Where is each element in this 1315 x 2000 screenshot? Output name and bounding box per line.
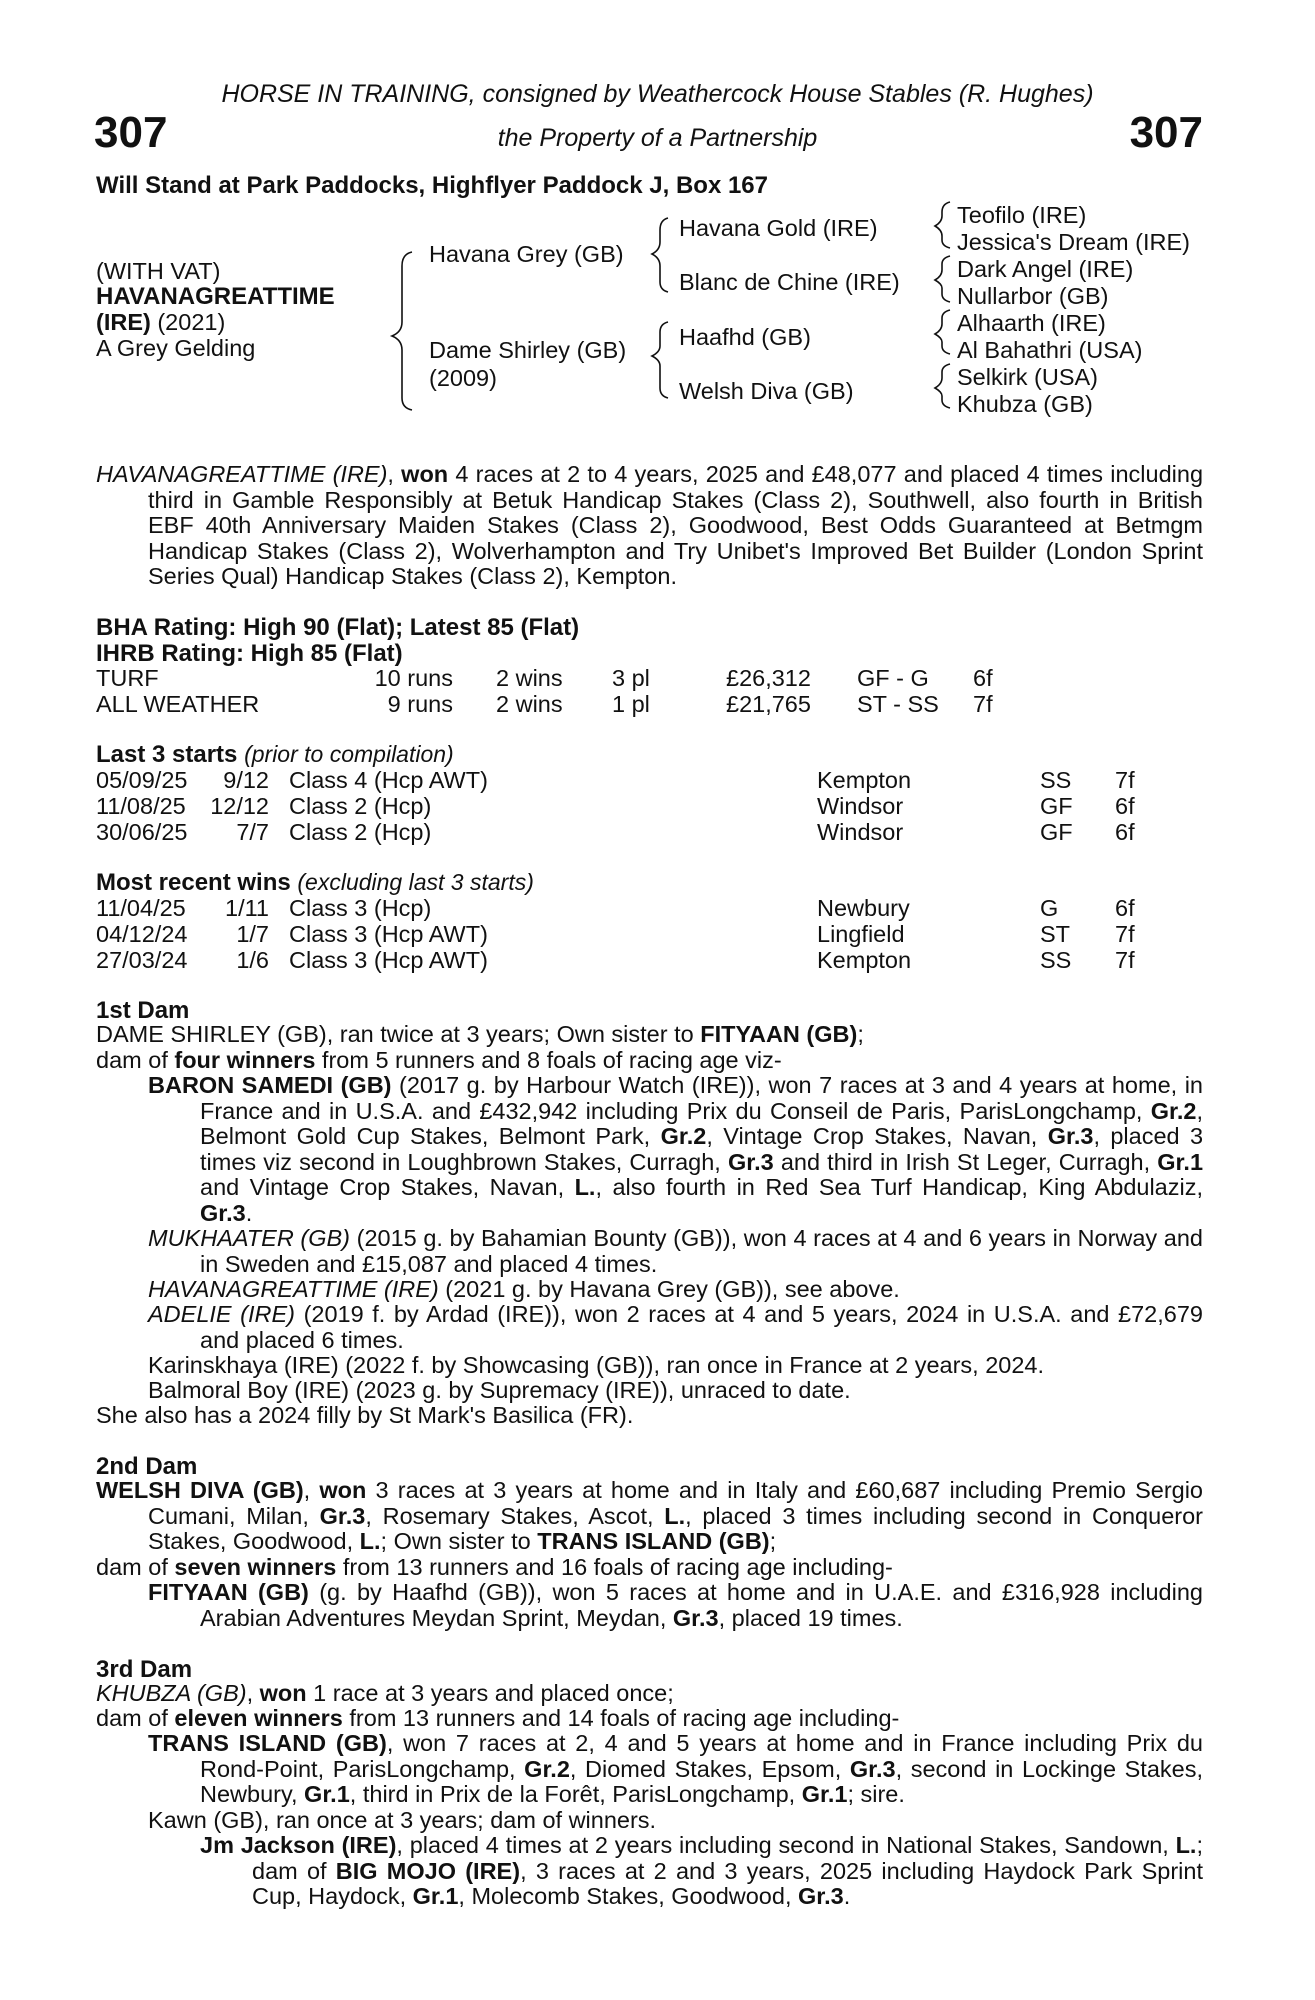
produce-text: , placed 19 times. xyxy=(718,1604,903,1631)
dam-text: 3 races at 3 years at home and in Italy and £60,687 including Premio Sergio Cumani, Milan, xyxy=(148,1477,1204,1529)
produce-text: , Molecomb Stakes, Goodwood, xyxy=(458,1883,799,1909)
grade-label: Gr.3 xyxy=(1047,1123,1094,1149)
produce-text: , placed 4 times at 2 years including second in National Stakes, Sandown, xyxy=(396,1832,1176,1858)
grade-label: L. xyxy=(664,1502,686,1529)
grade-label: Gr.2 xyxy=(660,1123,707,1149)
produce-entry xyxy=(148,1579,1203,1631)
produce-entry: Karinskhaya (IRE) (2022 f. by Showcasing (GB)), ran once in France at 2 years, 2024. xyxy=(148,1352,1045,1378)
runs: 9 runs xyxy=(387,691,453,717)
pedigree-sire: Havana Grey (GB) xyxy=(429,241,624,267)
race-going: GF xyxy=(1040,819,1073,845)
race-distance: 6f xyxy=(1115,819,1135,845)
own-sister-name: TRANS ISLAND (GB) xyxy=(537,1528,770,1554)
produce-entry xyxy=(148,1730,1204,1808)
race-position: 12/12 xyxy=(210,793,269,819)
distance: 7f xyxy=(973,691,993,717)
summary-won: won xyxy=(401,461,449,487)
summary-horse-name: HAVANAGREATTIME (IRE) xyxy=(96,461,388,487)
placings: 3 pl xyxy=(612,665,650,691)
grade-label: L. xyxy=(359,1528,381,1554)
first-dam-text: DAME SHIRLEY (GB), ran twice at 3 years; Own sister to xyxy=(96,1021,701,1047)
win-row xyxy=(0,947,1315,973)
race-summary: HAVANAGREATTIME (IRE), won 4 races at 2 to 4 years, 2025 and £48,077 and placed 4 times including third in Gamble Responsibly at Betuk Handicap Stakes (Class 2), Southwell, also fourth in British EBF 40th Anniversary Maiden Stakes (Class 2), Goodwood, Best Odds Guaranteed at Betmgm Handicap Stakes (Class 2), Wolverhampton and Try Unibet's Improved Bet Builder (London Sprint Series Qual) Handicap Stakes (Class 2), Kempton. xyxy=(96,461,1204,589)
lot-number-right: 307 xyxy=(1129,108,1203,157)
grade-label: Gr.1 xyxy=(801,1781,848,1807)
win-row xyxy=(0,921,1315,947)
pedigree-dds: Selkirk (USA) xyxy=(957,364,1099,390)
horse-origin: (IRE) xyxy=(96,309,151,335)
recent-wins-heading xyxy=(96,869,534,897)
pedigree-ddd: Khubza (GB) xyxy=(957,391,1093,417)
produce-text: , won 7 races at 2, 4 and 5 years at home and in France including Prix du Rond-Point, ParisLongchamp, xyxy=(200,1730,1204,1782)
distance: 6f xyxy=(973,665,993,691)
race-distance: 7f xyxy=(1115,767,1135,793)
pedigree-sds: Dark Angel (IRE) xyxy=(957,256,1134,282)
produce-text: , 3 races at 2 and 3 years, 2025 including Haydock Park Sprint Cup, Haydock, xyxy=(252,1857,1204,1909)
produce-name: TRANS ISLAND (GB) xyxy=(148,1730,387,1756)
produce-entry xyxy=(148,1225,1203,1277)
pedigree-dsd: Al Bahathri (USA) xyxy=(957,337,1143,363)
produce-text: (g. by Haafhd (GB)), won 5 races at home and in U.A.E. and £316,928 including Arabian Adventures Meydan Sprint, Meydan, xyxy=(200,1579,1203,1631)
race-course: Kempton xyxy=(817,767,912,793)
consignor-line: HORSE IN TRAINING, consigned by Weathercock House Stables (R. Hughes) xyxy=(221,80,1094,108)
summary-text: 4 races at 2 to 4 years, 2025 and £48,077 and placed 4 times including third in Gamble Responsibly at Betuk Handicap Stakes (Class 2), Southwell, also fourth in British EBF 40th Anniversary Maiden Stakes (Class 2), Goodwood, Best Odds Guaranteed at Betmgm Handicap Stakes (Class 2), Wolverhampton and Try Unibet's Improved Bet Builder (London Sprint Series Qual) Handicap Stakes (Class 2), Kempton. xyxy=(148,461,1204,589)
race-class: Class 4 (Hcp AWT) xyxy=(289,767,488,793)
second-dam-produce-line xyxy=(96,1555,893,1581)
produce-text: . xyxy=(843,1883,851,1909)
race-going: GF xyxy=(1040,793,1073,819)
race-course: Windsor xyxy=(817,819,904,845)
lot-number-left: 307 xyxy=(94,108,168,157)
dam-text: 1 race at 3 years and placed once; xyxy=(306,1680,674,1706)
grade-label: L. xyxy=(1175,1832,1197,1858)
race-distance: 7f xyxy=(1115,921,1135,947)
race-going: SS xyxy=(1040,767,1072,793)
surface-label: TURF xyxy=(96,665,159,691)
dam-of-text: dam of xyxy=(96,1705,175,1731)
pedigree-sss: Teofilo (IRE) xyxy=(957,202,1087,228)
race-date: 11/08/25 xyxy=(96,793,186,819)
second-dam-entry: WELSH DIVA (GB), won 3 races at 3 years at home and in Italy and £60,687 including Premio Sergio Cumani, Milan, Gr.3, Rosemary Stakes, Ascot, L., placed 3 times including second in Conqueror Stakes, Goodwood, L.; Own sister to TRANS ISLAND (GB); xyxy=(96,1477,1204,1554)
race-going: G xyxy=(1040,895,1059,921)
grade-label: Gr.3 xyxy=(319,1502,366,1529)
produce-entry: Kawn (GB), ran once at 3 years; dam of winners. xyxy=(148,1807,657,1833)
last-starts-heading xyxy=(96,741,454,769)
pedigree-dam-sire: Haafhd (GB) xyxy=(679,324,811,350)
race-class: Class 2 (Hcp) xyxy=(289,793,432,819)
race-distance: 6f xyxy=(1115,793,1135,819)
stand-location: Will Stand at Park Paddocks, Highflyer Paddock J, Box 167 xyxy=(96,172,768,199)
first-dam-heading: 1st Dam xyxy=(96,997,190,1024)
start-row xyxy=(0,793,1315,819)
first-dam-produce-line xyxy=(96,1048,782,1074)
grade-label: Gr.1 xyxy=(412,1883,459,1909)
start-row xyxy=(0,767,1315,793)
race-date: 11/04/25 xyxy=(96,895,186,921)
grand-produce-entry xyxy=(200,1832,1204,1910)
produce-text: (2015 g. by Bahamian Bounty (GB)), won 4 races at 4 and 6 years in Norway and in Sweden and £15,087 and placed 4 times. xyxy=(200,1225,1203,1277)
dam-of-text: dam of xyxy=(96,1554,175,1580)
last-starts-note: (prior to compilation) xyxy=(244,741,454,767)
produce-text: ; dam of xyxy=(252,1832,1203,1884)
ihrb-rating: IHRB Rating: High 85 (Flat) xyxy=(96,640,403,667)
produce-text: ; sire. xyxy=(847,1781,905,1807)
grade-label: Gr.3 xyxy=(200,1199,246,1226)
prize-money: £21,765 xyxy=(726,691,811,717)
ratings-row xyxy=(0,665,1315,691)
punctuation: ; xyxy=(857,1021,864,1047)
produce-text: , Vintage Crop Stakes, Navan, xyxy=(706,1123,1048,1149)
filly-note: She also has a 2024 filly by St Mark's Basilica (FR). xyxy=(96,1402,634,1428)
produce-text: (2017 g. by Harbour Watch (IRE)), won 7 races at 3 and 4 years at home, in France and in U.S.A. and £432,942 including Prix du Conseil de Paris, ParisLongchamp, xyxy=(200,1072,1203,1124)
pedigree-dss: Alhaarth (IRE) xyxy=(957,310,1106,336)
produce-summary: from 5 runners and 8 foals of racing age viz- xyxy=(315,1047,782,1073)
grade-label: Gr.1 xyxy=(304,1781,350,1807)
pedigree-braces xyxy=(0,0,1315,430)
pedigree-sire-dam: Blanc de Chine (IRE) xyxy=(679,269,900,295)
grade-label: Gr.3 xyxy=(849,1755,896,1782)
vat-note: (WITH VAT) xyxy=(96,258,221,284)
produce-entry xyxy=(148,1276,1203,1303)
race-class: Class 3 (Hcp AWT) xyxy=(289,947,488,973)
produce-text: (2019 f. by Ardad (IRE)), won 2 races at 4 and 5 years, 2024 in U.S.A. and £72,679 and placed 6 times. xyxy=(200,1301,1203,1353)
race-class: Class 3 (Hcp AWT) xyxy=(289,921,488,947)
race-class: Class 2 (Hcp) xyxy=(289,819,432,845)
grade-label: Gr.3 xyxy=(727,1148,774,1175)
produce-summary: from 13 runners and 14 foals of racing age including- xyxy=(342,1705,900,1731)
produce-name: ADELIE (IRE) xyxy=(148,1301,295,1327)
race-position: 1/6 xyxy=(236,947,269,973)
recent-wins-title: Most recent wins xyxy=(96,869,291,896)
race-date: 27/03/24 xyxy=(96,947,188,973)
recent-wins-note: (excluding last 3 starts) xyxy=(297,869,534,895)
produce-name: HAVANAGREATTIME (IRE) xyxy=(148,1276,439,1302)
race-distance: 6f xyxy=(1115,895,1135,921)
dam-text: ; xyxy=(769,1528,777,1554)
last-starts-title: Last 3 starts xyxy=(96,741,238,768)
going-range: ST - SS xyxy=(857,691,939,717)
runs: 10 runs xyxy=(374,665,453,691)
pedigree-dam-dam: Welsh Diva (GB) xyxy=(679,378,854,404)
race-going: SS xyxy=(1040,947,1072,973)
produce-text: . xyxy=(245,1199,253,1226)
produce-text: , placed 3 times viz second in Loughbrown Stakes, Curragh, xyxy=(200,1123,1204,1175)
produce-text: , Belmont Gold Cup Stakes, Belmont Park, xyxy=(200,1097,1203,1149)
produce-text: , third in Prix de la Forêt, ParisLongchamp, xyxy=(349,1781,802,1807)
race-class: Class 3 (Hcp) xyxy=(289,895,432,921)
grade-label: Gr.2 xyxy=(524,1755,570,1782)
surface-label: ALL WEATHER xyxy=(96,691,260,717)
pedigree-dam-year: (2009) xyxy=(429,365,497,391)
grade-label: Gr.1 xyxy=(1157,1148,1204,1175)
prize-money: £26,312 xyxy=(726,665,811,691)
produce-text: , second in Lockinge Stakes, Newbury, xyxy=(200,1755,1203,1807)
race-position: 1/7 xyxy=(236,921,269,947)
win-row xyxy=(0,895,1315,921)
pedigree-sdd: Nullarbor (GB) xyxy=(957,283,1109,309)
produce-name: MUKHAATER (GB) xyxy=(148,1225,351,1251)
winners-count: four winners xyxy=(174,1047,316,1073)
dam-name: KHUBZA (GB) xyxy=(96,1680,247,1706)
winners-count: eleven winners xyxy=(174,1705,343,1731)
first-dam-line xyxy=(96,1022,864,1048)
produce-entry xyxy=(148,1072,1204,1226)
race-course: Kempton xyxy=(817,947,912,973)
third-dam-produce-line xyxy=(96,1706,899,1732)
grade-label: Gr.3 xyxy=(672,1604,719,1631)
produce-name: Jm Jackson (IRE) xyxy=(200,1832,397,1858)
winners-count: seven winners xyxy=(174,1554,337,1580)
bha-rating: BHA Rating: High 90 (Flat); Latest 85 (Flat) xyxy=(96,614,580,641)
race-position: 9/12 xyxy=(223,767,269,793)
race-date: 05/09/25 xyxy=(96,767,188,793)
horse-year: (2021) xyxy=(157,309,226,335)
race-course: Lingfield xyxy=(817,921,905,947)
race-date: 30/06/25 xyxy=(96,819,188,845)
wins: 2 wins xyxy=(496,665,563,691)
horse-description: A Grey Gelding xyxy=(96,335,256,361)
produce-entry: Balmoral Boy (IRE) (2023 g. by Supremacy (IRE)), unraced to date. xyxy=(148,1377,851,1403)
race-going: ST xyxy=(1040,921,1071,947)
produce-name: BIG MOJO (IRE) xyxy=(335,1857,521,1884)
pedigree-sire-sire: Havana Gold (IRE) xyxy=(679,215,878,241)
won-label: won xyxy=(259,1680,307,1706)
race-position: 1/11 xyxy=(225,895,269,921)
produce-text: , also fourth in Red Sea Turf Handicap, King Abdulaziz, xyxy=(595,1174,1204,1200)
grade-label: Gr.3 xyxy=(798,1883,844,1909)
dam-text: , Rosemary Stakes, Ascot, xyxy=(365,1502,665,1529)
produce-summary: from 13 runners and 16 foals of racing age including- xyxy=(336,1554,893,1580)
won-label: won xyxy=(319,1477,367,1503)
pedigree-ssd: Jessica's Dream (IRE) xyxy=(957,229,1190,255)
own-sister-name: FITYAAN (GB) xyxy=(700,1021,858,1047)
produce-entry xyxy=(148,1301,1203,1353)
produce-text: and Vintage Crop Stakes, Navan, xyxy=(200,1174,575,1200)
race-date: 04/12/24 xyxy=(96,921,188,947)
race-course: Newbury xyxy=(817,895,910,921)
grade-label: L. xyxy=(574,1174,596,1200)
race-course: Windsor xyxy=(817,793,904,819)
dam-text: ; Own sister to xyxy=(380,1528,538,1554)
produce-text: and third in Irish St Leger, Curragh, xyxy=(773,1148,1158,1175)
race-distance: 7f xyxy=(1115,947,1135,973)
produce-name: FITYAAN (GB) xyxy=(148,1579,309,1605)
ratings-row xyxy=(0,691,1315,717)
produce-text: , Diomed Stakes, Epsom, xyxy=(569,1755,850,1782)
horse-name: HAVANAGREATTIME xyxy=(96,283,335,310)
pedigree-dam: Dame Shirley (GB) xyxy=(429,337,627,363)
dam-name: WELSH DIVA (GB) xyxy=(96,1477,304,1503)
third-dam-heading: 3rd Dam xyxy=(96,1656,193,1683)
wins: 2 wins xyxy=(496,691,563,717)
placings: 1 pl xyxy=(612,691,650,717)
dam-text: , placed 3 times including second in Conqueror Stakes, Goodwood, xyxy=(148,1502,1203,1554)
property-line: the Property of a Partnership xyxy=(497,124,818,152)
going-range: GF - G xyxy=(857,665,929,691)
race-position: 7/7 xyxy=(236,819,269,845)
produce-name: BARON SAMEDI (GB) xyxy=(148,1072,392,1098)
start-row xyxy=(0,819,1315,845)
dam-of-text: dam of xyxy=(96,1047,175,1073)
third-dam-line: KHUBZA (GB), won 1 race at 3 years and placed once; xyxy=(96,1680,674,1706)
second-dam-heading: 2nd Dam xyxy=(96,1453,198,1480)
produce-text: (2021 g. by Havana Grey (GB)), see above. xyxy=(438,1276,900,1302)
grade-label: Gr.2 xyxy=(1150,1097,1197,1124)
